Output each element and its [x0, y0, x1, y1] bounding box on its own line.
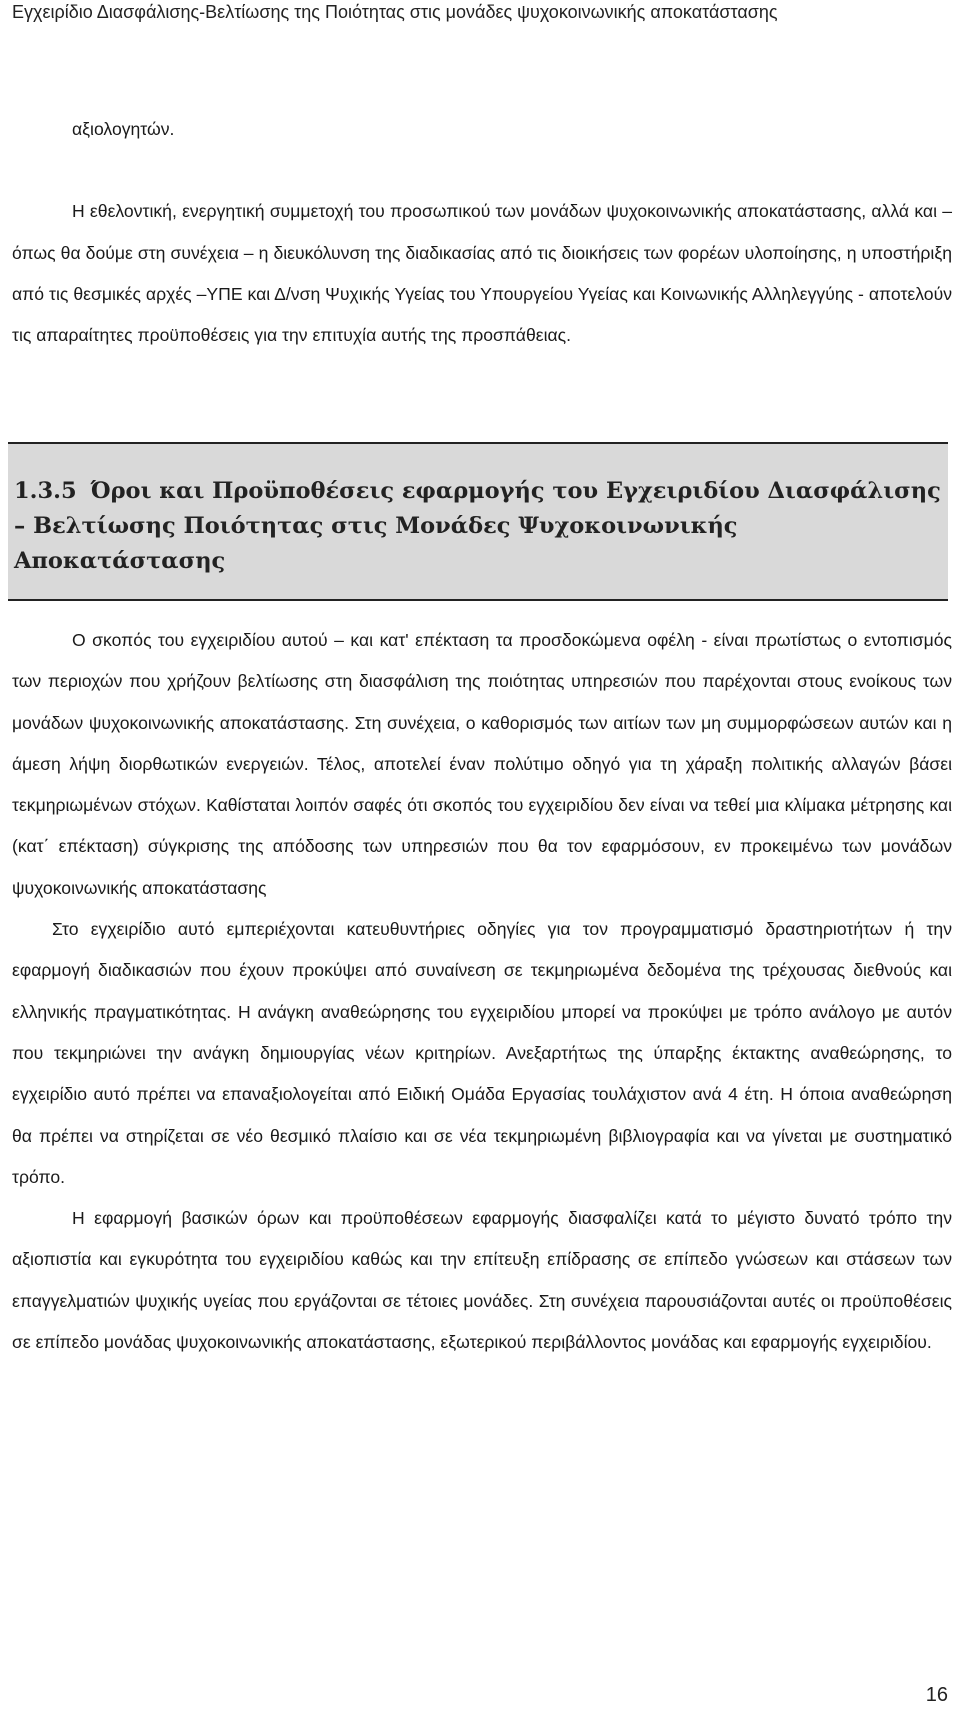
- page-number: 16: [925, 1684, 948, 1706]
- previous-paragraph-tail: αξιολογητών.: [72, 119, 175, 139]
- body-paragraph: Η εθελοντική, ενεργητική συμμετοχή του προσωπικού των μονάδων ψυχοκοινωνικής αποκατάστασης, αλλά και – όπως θα δούμε στη συνέχεια – η διευκόλυνση της διαδικασίας από τις διοικήσεις των φορέων υλοποίησης, η υποστήριξη από τις θεσμικές αρχές –ΥΠΕ και Δ/νση Ψυχικής Υγείας του Υπουργείου Υγείας και Κοινωνικής Αλληλεγγύης - αποτελούν τις απαραίτητες προϋποθέσεις για την επιτυχία αυτής της προσπάθειας.: [12, 201, 952, 346]
- body-paragraph: Στο εγχειρίδιο αυτό εμπεριέχονται κατευθυντήριες οδηγίες για τον προγραμματισμό δραστηριοτήτων ή την εφαρμογή διαδικασιών που έχουν προκύψει από συναίνεση σε τεκμηριωμένα δεδομένα της τρέχουσας διεθνούς και ελληνικής πραγματικότητας. Η ανάγκη αναθεώρησης του εγχειριδίου μπορεί να προκύψει με τρόπο ανάλογο με αυτόν που τεκμηριώνει την ανάγκη δημιουργίας νέων κριτηρίων. Ανεξαρτήτως της ύπαρξης έκτακτης αναθεώρησης, το εγχειρίδιο αυτό πρέπει να επαναξιολογείται από Ειδική Ομάδα Εργασίας τουλάχιστον ανά 4 έτη. Η όποια αναθεώρηση θα πρέπει να στηρίζεται σε νέο θεσμικό πλαίσιο και σε νέα τεκμηριωμένη βιβλιογραφία και να γίνεται με συστηματικό τρόπο.: [12, 919, 952, 1187]
- continuation-block: [12, 109, 952, 356]
- body-paragraph: Ο σκοπός του εγχειριδίου αυτού – και κατ' επέκταση τα προσδοκώμενα οφέλη - είναι πρωτίστως ο εντοπισμός των περιοχών που χρήζουν βελτίωσης στη διασφάλιση της ποιότητας υπηρεσιών που παρέχονται στους ενοίκους των μονάδων ψυχοκοινωνικής αποκατάστασης. Στη συνέχεια, ο καθορισμός των αιτίων των μη συμμορφώσεων αυτών και η άμεση λήψη διορθωτικών ενεργειών. Τέλος, αποτελεί έναν πολύτιμο οδηγό για τη χάραξη πολιτικής αλλαγών βάσει τεκμηριωμένων στόχων. Καθίσταται λοιπόν σαφές ότι σκοπός του εγχειριδίου δεν είναι να τεθεί μια κλίμακα μέτρησης και (κατ΄ επέκταση) σύγκρισης της απόδοσης των υπηρεσιών που θα τον εφαρμόσουν, εν προκειμένω των μονάδων ψυχοκοινωνικής αποκατάστασης: [12, 630, 952, 898]
- section-body: [12, 620, 952, 1363]
- section-heading: [8, 442, 948, 601]
- section-number: 1.3.5: [14, 478, 77, 504]
- section-title: Όροι και Προϋποθέσεις εφαρμογής του Εγχειριδίου Διασφάλισης – Βελτίωσης Ποιότητας στις Μονάδες Ψυχοκοινωνικής Αποκατάστασης: [14, 478, 941, 574]
- body-paragraph: Η εφαρμογή βασικών όρων και προϋποθέσεων εφαρμογής διασφαλίζει κατά το μέγιστο δυνατό τρόπο την αξιοπιστία και εγκυρότητα του εγχειριδίου καθώς και την επίτευξη επίδρασης σε επίπεδο γνώσεων και στάσεων των επαγγελματιών ψυχικής υγείας που εργάζονται σε τέτοιες μονάδες. Στη συνέχεια παρουσιάζονται αυτές οι προϋποθέσεις σε επίπεδο μονάδας ψυχοκοινωνικής αποκατάστασης, εξωτερικού περιβάλλοντος μονάδας και εφαρμογής εγχειριδίου.: [12, 1208, 952, 1353]
- running-header: Εγχειρίδιο Διασφάλισης-Βελτίωσης της Ποιότητας στις μονάδες ψυχοκοινωνικής αποκατάστασης: [12, 2, 778, 22]
